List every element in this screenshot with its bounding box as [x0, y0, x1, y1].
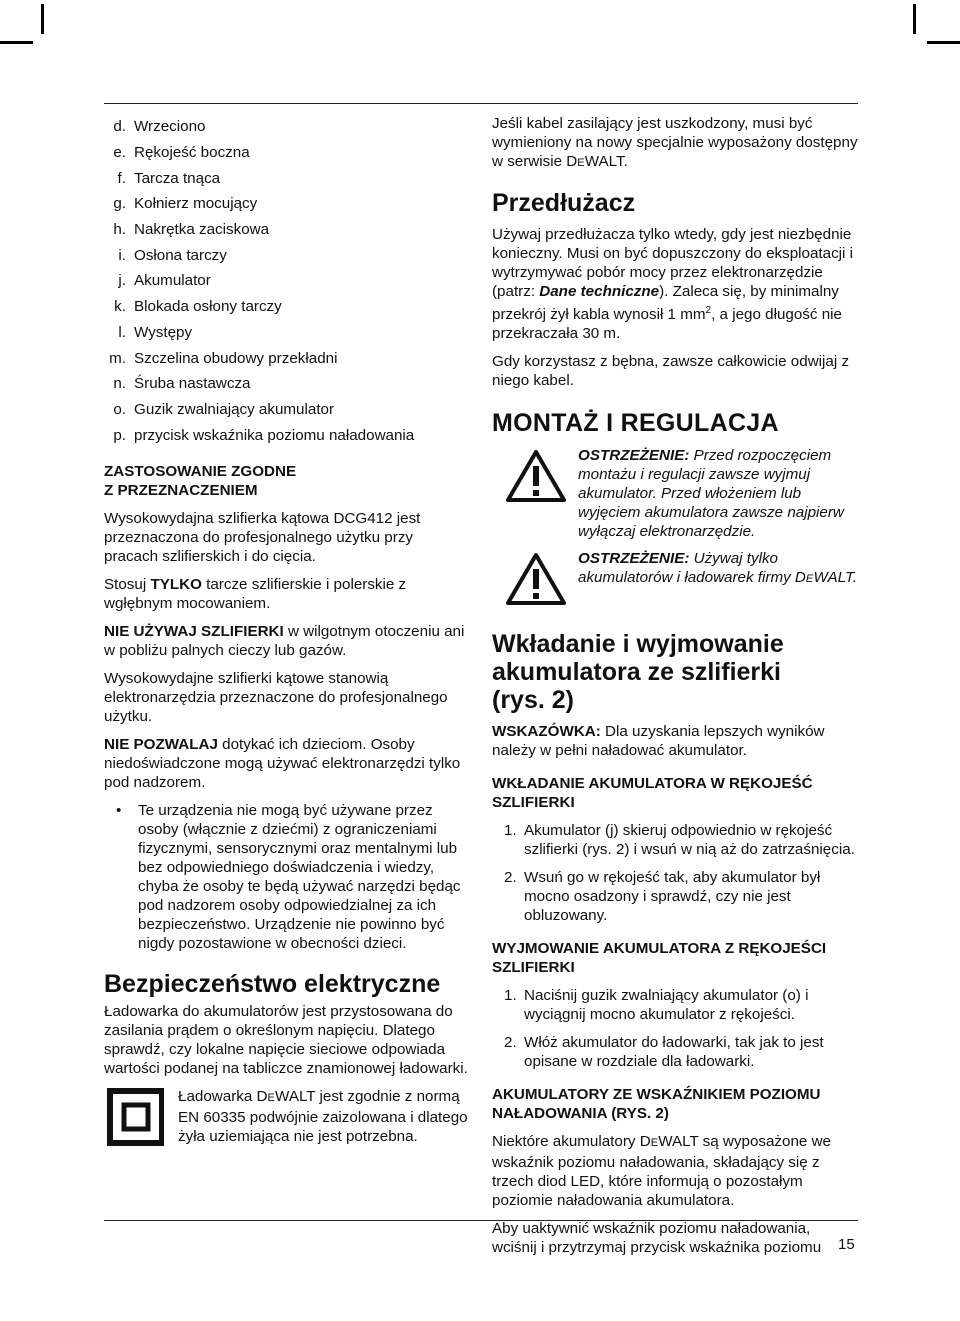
text-span: jest zgodnie z normą EN 60335 podwójnie zaizolowana i dlatego żyła uziemiająca nie jest potrzebna.: [178, 1087, 468, 1145]
parts-list-label: Rękojeść boczna: [134, 144, 250, 162]
step-item: [492, 1033, 858, 1071]
parts-list-label: Śruba nastawcza: [134, 375, 251, 393]
parts-list-label: Akumulator: [134, 272, 211, 290]
warning-text-1: [578, 446, 858, 541]
parts-list-item: [104, 114, 470, 140]
text-span: Używaj tylko akumulatorów i ładowarek firmy D: [578, 550, 806, 587]
parts-list-key: i.: [118, 246, 126, 264]
parts-list-item: [104, 191, 470, 217]
crop-mark-top-left: [41, 4, 44, 34]
warning-label: OSTRZEŻENIE:: [578, 550, 690, 568]
text-span: Ładowarka D: [178, 1087, 268, 1105]
battery-heading: [492, 630, 858, 714]
text-span: Stosuj: [104, 575, 151, 593]
gauge-heading-line2: NAŁADOWANIA (RYS. 2): [492, 1105, 669, 1123]
text-span: , a jego długość nie przekraczała 30 m.: [492, 306, 842, 343]
bold-italic-text: Dane techniczne: [539, 283, 660, 300]
parts-list-label: Kołnierz mocujący: [134, 195, 258, 213]
battery-heading-line1: Wkładanie i wyjmowanie: [492, 630, 784, 659]
parts-list-key: j.: [118, 272, 126, 290]
remove-battery-heading: [492, 939, 858, 977]
bullet-text: Te urządzenia nie mogą być używane przez osoby (włącznie z dziećmi) z ograniczeniami fizycznymi, sensorycznymi oraz mentalnymi lub bez odpowiedniego doświadczenia i wiedzy, chyba że osoby te będą używać narzędzi będąc pod nadzorem osoby odpowiedzialnej za ich bezpieczeństwo. Urządzenie nie powinno być nigdy pozostawione w obecności dzieci.: [138, 801, 461, 952]
parts-list-item: [104, 397, 470, 423]
intended-use-paragraph-2: [104, 575, 470, 613]
brand-small-caps: E: [650, 1137, 659, 1150]
text-span: ). Zaleca się, by minimalny przekrój żył kabla wynosił 1 mm: [492, 283, 839, 324]
step-number: 2.: [504, 869, 517, 887]
battery-heading-line2: akumulatora ze szlifierki: [492, 658, 782, 687]
header-rule: [104, 103, 858, 104]
crop-mark-left-horizontal: [0, 41, 33, 44]
brand-small-caps: E: [267, 1091, 276, 1104]
gauge-heading-line1: AKUMULATORY ZE WSKAŹNIKIEM POZIOMU: [492, 1086, 821, 1104]
superscript: 2: [705, 305, 712, 316]
parts-list-key: f.: [117, 169, 126, 187]
warning-block-2: [492, 549, 858, 610]
insert-steps-list: [492, 821, 858, 925]
parts-list-label: Szczelina obudowy przekładni: [134, 349, 338, 367]
text-span: WALT.: [813, 569, 858, 587]
parts-list-key: h.: [113, 221, 126, 239]
intended-use-paragraph-5: [104, 735, 470, 792]
extension-paragraph-2: Gdy korzystasz z bębna, zawsze całkowicie odwijaj z niego kabel.: [492, 353, 850, 390]
parts-list-item: [104, 371, 470, 397]
step-item: [492, 821, 858, 859]
warning-block-1: [492, 446, 858, 541]
insert-heading-line1: WKŁADANIE AKUMULATORA W RĘKOJEŚĆ: [492, 775, 813, 793]
parts-list: [104, 114, 470, 448]
warning-label: OSTRZEŻENIE:: [578, 447, 690, 465]
step-text: Akumulator (j) skieruj odpowiednio w rękojeść szlifierki (rys. 2) i wsuń w nią aż do zatrzaśnięcia.: [524, 822, 855, 859]
parts-list-key: n.: [113, 375, 126, 393]
step-number: 1.: [504, 987, 517, 1005]
intended-use-paragraph-3: [104, 622, 470, 660]
brand-small-caps: E: [805, 573, 814, 586]
extension-cord-heading: Przedłużacz: [492, 189, 636, 217]
text-span: Dla uzyskania lepszych wyników należy w pełni naładować akumulator.: [492, 723, 825, 760]
text-span: Jeśli kabel zasilający jest uszkodzony, musi być wymieniony na nowy specjalnie wyposażony dostępny w serwisie D: [492, 115, 858, 170]
parts-list-label: Tarcza tnąca: [134, 169, 221, 187]
warning-text-2: [578, 549, 858, 610]
intended-use-heading-line1: ZASTOSOWANIE ZGODNE: [104, 462, 297, 480]
text-span: WALT: [275, 1087, 316, 1105]
bullet-mark: •: [116, 801, 122, 819]
bold-text: NIE POZWALAJ: [104, 735, 218, 753]
parts-list-label: Blokada osłony tarczy: [134, 298, 282, 316]
parts-list-key: d.: [113, 118, 126, 136]
extension-paragraph-1: [492, 225, 858, 343]
step-number: 2.: [504, 1034, 517, 1052]
page-number: 15: [838, 1236, 855, 1253]
electrical-safety-heading: Bezpieczeństwo elektryczne: [104, 969, 441, 998]
bold-text: TYLKO: [150, 575, 202, 593]
parts-list-item: [104, 422, 470, 448]
parts-list-key: k.: [114, 298, 126, 316]
battery-note: [492, 722, 858, 760]
intended-use-paragraph-1: Wysokowydajna szlifierka kątowa DCG412 jest przeznaczona do profesjonalnego użytku przy pracach szlifierskich i do cięcia.: [104, 509, 421, 565]
cable-paragraph: [492, 114, 858, 173]
text-span: WALT są wyposażone we wskaźnik poziomu naładowania, składający się z trzech diod LED, które informują o pozostałym poziomie naładowania akumulatora.: [492, 1133, 831, 1210]
step-item: [492, 868, 858, 925]
parts-list-key: m.: [109, 349, 126, 367]
parts-list-key: p.: [113, 426, 126, 444]
step-number: 1.: [504, 822, 517, 840]
text-span: WALT.: [584, 153, 628, 170]
parts-list-label: Guzik zwalniający akumulator: [134, 400, 335, 418]
warning-triangle-icon: [492, 446, 578, 541]
intended-use-paragraph-4: Wysokowydajne szlifierki kątowe stanowią elektronarzędzia przeznaczone do profesjonalnego użytku.: [104, 669, 448, 725]
remove-heading-line1: WYJMOWANIE AKUMULATORA Z RĘKOJEŚCI: [492, 940, 827, 958]
intended-use-heading-line2: Z PRZEZNACZENIEM: [104, 481, 258, 499]
parts-list-item: [104, 217, 470, 243]
gauge-paragraph-1: [492, 1132, 858, 1210]
crop-mark-right-horizontal: [927, 41, 960, 44]
parts-list-item: [104, 140, 470, 166]
left-column: [104, 114, 470, 1152]
parts-list-item: [104, 242, 470, 268]
parts-list-item: [104, 320, 470, 346]
step-text: Naciśnij guzik zwalniający akumulator (o) i wyciągnij mocno akumulator z rękojeści.: [524, 987, 809, 1024]
intended-use-heading: [104, 462, 470, 500]
parts-list-key: o.: [113, 400, 126, 418]
double-insulation-icon: [104, 1087, 178, 1152]
fuel-gauge-heading: [492, 1085, 858, 1123]
gauge-paragraph-2: Aby uaktywnić wskaźnik poziomu naładowania, wciśnij i przytrzymaj przycisk wskaźnika poziomu: [492, 1220, 822, 1257]
battery-heading-line3: (rys. 2): [492, 686, 574, 715]
assembly-heading: MONTAŻ I REGULACJA: [492, 409, 779, 438]
note-label: WSKAZÓWKA:: [492, 723, 601, 741]
bullet-item: [104, 801, 470, 953]
text-span: dotykać ich dzieciom. Osoby niedoświadczone mogą używać elektronarzędzi tylko pod nadzorem.: [104, 735, 461, 791]
parts-list-label: przycisk wskaźnika poziomu naładowania: [134, 426, 415, 444]
text-span: Przed rozpoczęciem montażu i regulacji zawsze wyjmuj akumulator. Przed włożeniem lub wyjęciem akumulatora zawsze najpierw wyłączaj elektronarzędzie.: [578, 447, 844, 541]
parts-list-item: [104, 268, 470, 294]
parts-list-label: Występy: [134, 323, 193, 341]
double-insulation-text: [178, 1087, 470, 1152]
text-span: w wilgotnym otoczeniu ani w pobliżu palnych cieczy lub gazów.: [104, 622, 465, 659]
step-text: Wsuń go w rękojeść tak, aby akumulator był mocno osadzony i sprawdź, czy nie jest obluzowany.: [524, 869, 821, 925]
bold-text: NIE UŻYWAJ SZLIFIERKI: [104, 622, 284, 640]
step-item: [492, 986, 858, 1024]
insert-heading-line2: SZLIFIERKI: [492, 794, 575, 812]
parts-list-item: [104, 165, 470, 191]
text-span: Używaj przedłużacza tylko wtedy, gdy jest niezbędnie konieczny. Musi on być dopuszczony do eksploatacji i wytrzymywać pobór mocy przez elektronarzędzie (patrz:: [492, 226, 854, 300]
warning-triangle-icon: [492, 549, 578, 610]
parts-list-item: [104, 345, 470, 371]
parts-list-label: Wrzeciono: [134, 118, 206, 136]
step-text: Włóż akumulator do ładowarki, tak jak to jest opisane w rozdziale dla ładowarki.: [524, 1034, 824, 1071]
parts-list-label: Osłona tarczy: [134, 246, 227, 264]
parts-list-key: g.: [113, 195, 126, 213]
remove-heading-line2: SZLIFIERKI: [492, 959, 575, 977]
text-span: tarcze szlifierskie i polerskie z wgłębnym mocowaniem.: [104, 575, 407, 612]
parts-list-key: l.: [118, 323, 126, 341]
parts-list-key: e.: [113, 144, 126, 162]
double-insulation-note: [104, 1087, 470, 1152]
right-column: [492, 114, 858, 1266]
parts-list-label: Nakrętka zaciskowa: [134, 221, 270, 239]
remove-steps-list: [492, 986, 858, 1071]
crop-mark-top-right: [913, 4, 916, 34]
electrical-paragraph: Ładowarka do akumulatorów jest przystosowana do zasilania prądem o określonym napięciu. Dlatego sprawdź, czy lokalne napięcie sieciowe odpowiada wartości podanej na tabliczce znamionowej ładowarki.: [104, 1002, 468, 1077]
text-span: Niektóre akumulatory D: [492, 1133, 651, 1151]
insert-battery-heading: [492, 774, 858, 812]
parts-list-item: [104, 294, 470, 320]
brand-small-caps: E: [577, 157, 585, 169]
